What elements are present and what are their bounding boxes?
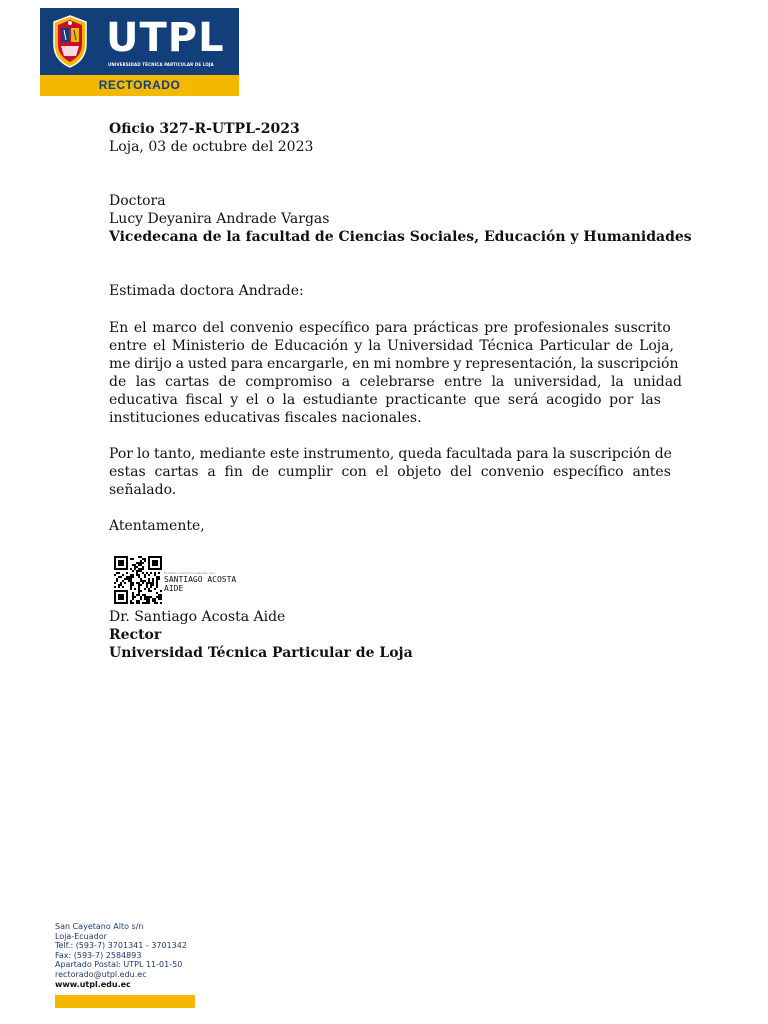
footer-po-box: Apartado Postal: UTPL 11-01-50 xyxy=(55,960,183,970)
logo-wordmark: UTPL xyxy=(106,15,225,61)
logo-blue-panel xyxy=(40,8,239,75)
footer-city: Loja-Ecuador xyxy=(55,931,107,941)
signature-name-line: SANTIAGO ACOSTA xyxy=(164,575,237,584)
paragraph-line: señalado. xyxy=(109,482,177,498)
footer-address: San Cayetano Alto s/n xyxy=(55,922,144,931)
paragraph-line: En el marco del convenio específico para prácticas pre profesionales suscrito xyxy=(109,320,671,336)
footer-contact xyxy=(55,922,187,989)
recipient-position: Vicedecana de la facultad de Ciencias Sociales, Educación y Humanidades xyxy=(109,229,692,245)
paragraph-line: me dirijo a usted para encargarle, en mi nombre y representación, la suscripción xyxy=(109,356,679,372)
paragraph-line: de las cartas de compromiso a celebrarse entre la universidad, la unidad xyxy=(109,374,682,390)
utpl-logo xyxy=(40,8,239,96)
paragraph-line: educativa fiscal y el o la estudiante practicante que será acogido por las xyxy=(109,392,661,408)
signer-name: Dr. Santiago Acosta Aide xyxy=(109,609,286,625)
signature-name-line: AIDE xyxy=(164,584,184,593)
university-crest-icon xyxy=(50,14,90,69)
paragraph-line: entre el Ministerio de Educación y la Universidad Técnica Particular de Loja, xyxy=(109,338,674,354)
greeting xyxy=(109,282,659,300)
footer-yellow-bar xyxy=(55,995,195,1008)
paragraph-line: Por lo tanto, mediante este instrumento, queda facultada para la suscripción de xyxy=(109,446,672,462)
paragraph-line: estas cartas a fin de cumplir con el objeto del convenio específico antes xyxy=(109,464,671,480)
qr-code-icon xyxy=(114,556,162,604)
footer-fax: Fax: (593-7) 2584893 xyxy=(55,950,142,960)
recipient-name: Lucy Deyanira Andrade Vargas xyxy=(109,211,330,227)
letter-reference-block xyxy=(109,120,659,156)
recipient-title: Doctora xyxy=(109,193,166,209)
signer-position: Rector xyxy=(109,627,162,643)
signer-institution: Universidad Técnica Particular de Loja xyxy=(109,645,413,661)
footer-email[interactable]: rectorado@utpl.edu.ec xyxy=(55,969,147,979)
paragraph-line: instituciones educativas fiscales nacionales. xyxy=(109,410,422,426)
department-banner: RECTORADO xyxy=(40,75,239,96)
footer-website-link[interactable]: www.utpl.edu.ec xyxy=(55,979,131,989)
document-reference: Oficio 327-R-UTPL-2023 xyxy=(109,121,300,137)
logo-subtext: UNIVERSIDAD TÉCNICA PARTICULAR DE LOJA xyxy=(108,62,214,67)
signature-caption: Firmado electrónicamente por: xyxy=(164,571,217,575)
signature-name xyxy=(164,575,236,593)
paragraph-1 xyxy=(109,319,682,427)
footer-phone: Telf.: (593-7) 3701341 - 3701342 xyxy=(55,941,187,951)
place-date: Loja, 03 de octubre del 2023 xyxy=(109,139,314,155)
electronic-signature xyxy=(114,556,244,604)
closing-text: Atentamente, xyxy=(109,518,205,534)
greeting-text: Estimada doctora Andrade: xyxy=(109,283,304,299)
recipient-block xyxy=(109,192,692,246)
signer-block xyxy=(109,608,659,662)
paragraph-2 xyxy=(109,445,672,499)
closing xyxy=(109,517,659,535)
